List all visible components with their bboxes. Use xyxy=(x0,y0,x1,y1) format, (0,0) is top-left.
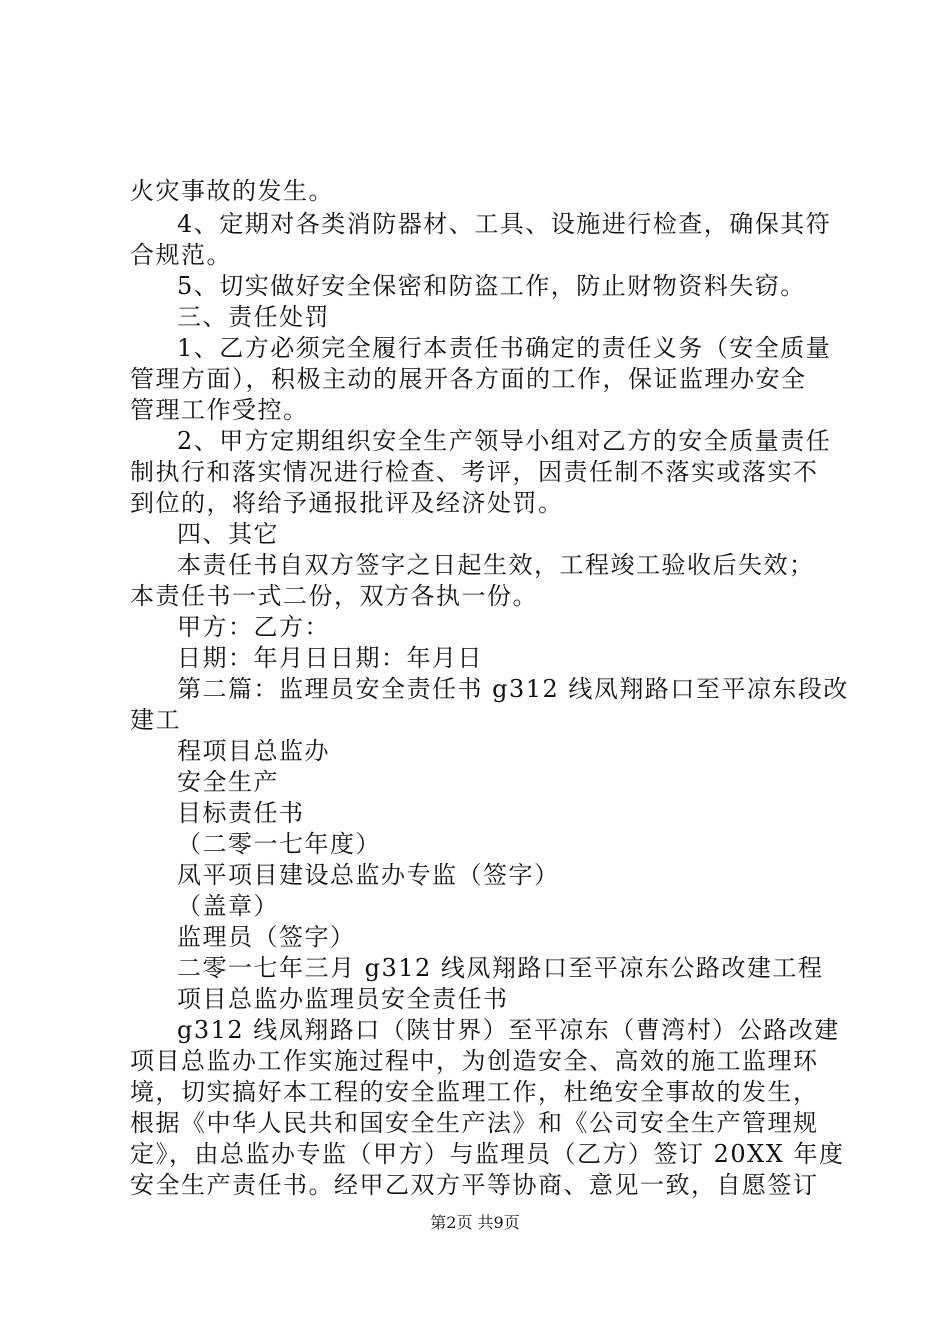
text-line: 管理工作受控。 xyxy=(130,396,309,424)
text-line: 项目总监办工作实施过程中，为创造安全、高效的施工监理环 xyxy=(130,1047,819,1075)
text-line: 项目总监办监理员安全责任书 xyxy=(177,985,509,1013)
text-line: 安全生产 xyxy=(177,768,279,796)
text-line: （盖章） xyxy=(177,892,279,920)
page-number-footer: 第2页 共9页 xyxy=(430,1213,520,1232)
text-line: （二零一七年度） xyxy=(177,830,381,858)
section-heading: 三、责任处罚 xyxy=(177,303,330,331)
text-line: 本责任书自双方签字之日起生效，工程竣工验收后失效； xyxy=(177,551,815,579)
text-line: 建工 xyxy=(130,706,181,734)
text-line: 第二篇：监理员安全责任书 g312 线凤翔路口至平凉东段改 xyxy=(177,675,849,703)
text-line: 2、甲方定期组织安全生产领导小组对乙方的安全质量责任 xyxy=(177,427,832,455)
text-line: 境，切实搞好本工程的安全监理工作，杜绝安全事故的发生， xyxy=(130,1078,819,1106)
text-line: 程项目总监办 xyxy=(177,737,330,765)
text-line: g312 线凤翔路口（陕甘界）至平凉东（曹湾村）公路改建 xyxy=(177,1016,840,1044)
text-line: 管理方面），积极主动的展开各方面的工作，保证监理办安全 xyxy=(130,365,807,393)
text-line: 4、定期对各类消防器材、工具、设施进行检查，确保其符 xyxy=(177,210,832,238)
text-line: 根据《中华人民共和国安全生产法》和《公司安全生产管理规 xyxy=(130,1109,819,1137)
text-line: 火灾事故的发生。 xyxy=(130,177,334,205)
text-line: 制执行和落实情况进行检查、考评，因责任制不落实或落实不 xyxy=(130,458,819,486)
text-line: 本责任书一式二份，双方各执一份。 xyxy=(130,582,538,610)
text-line: 凤平项目建设总监办专监（签字） xyxy=(177,861,560,889)
text-line: 目标责任书 xyxy=(177,799,305,827)
text-line: 到位的，将给予通报批评及经济处罚。 xyxy=(130,489,564,517)
text-line: 安全生产责任书。经甲乙双方平等协商、意见一致，自愿签订 xyxy=(130,1171,819,1199)
text-line: 日期：年月日日期：年月日 xyxy=(177,644,483,672)
text-line: 5、切实做好安全保密和防盗工作，防止财物资料失窃。 xyxy=(177,272,806,300)
text-line: 监理员（签字） xyxy=(177,923,356,951)
section-heading: 四、其它 xyxy=(177,520,279,548)
text-line: 合规范。 xyxy=(130,241,232,269)
text-line: 甲方：乙方： xyxy=(177,613,330,641)
text-line: 定》，由总监办专监（甲方）与监理员（乙方）签订 20XX 年度 xyxy=(130,1140,845,1168)
text-line: 二零一七年三月 g312 线凤翔路口至平凉东公路改建工程 xyxy=(177,954,824,982)
text-line: 1、乙方必须完全履行本责任书确定的责任义务（安全质量 xyxy=(177,334,832,362)
